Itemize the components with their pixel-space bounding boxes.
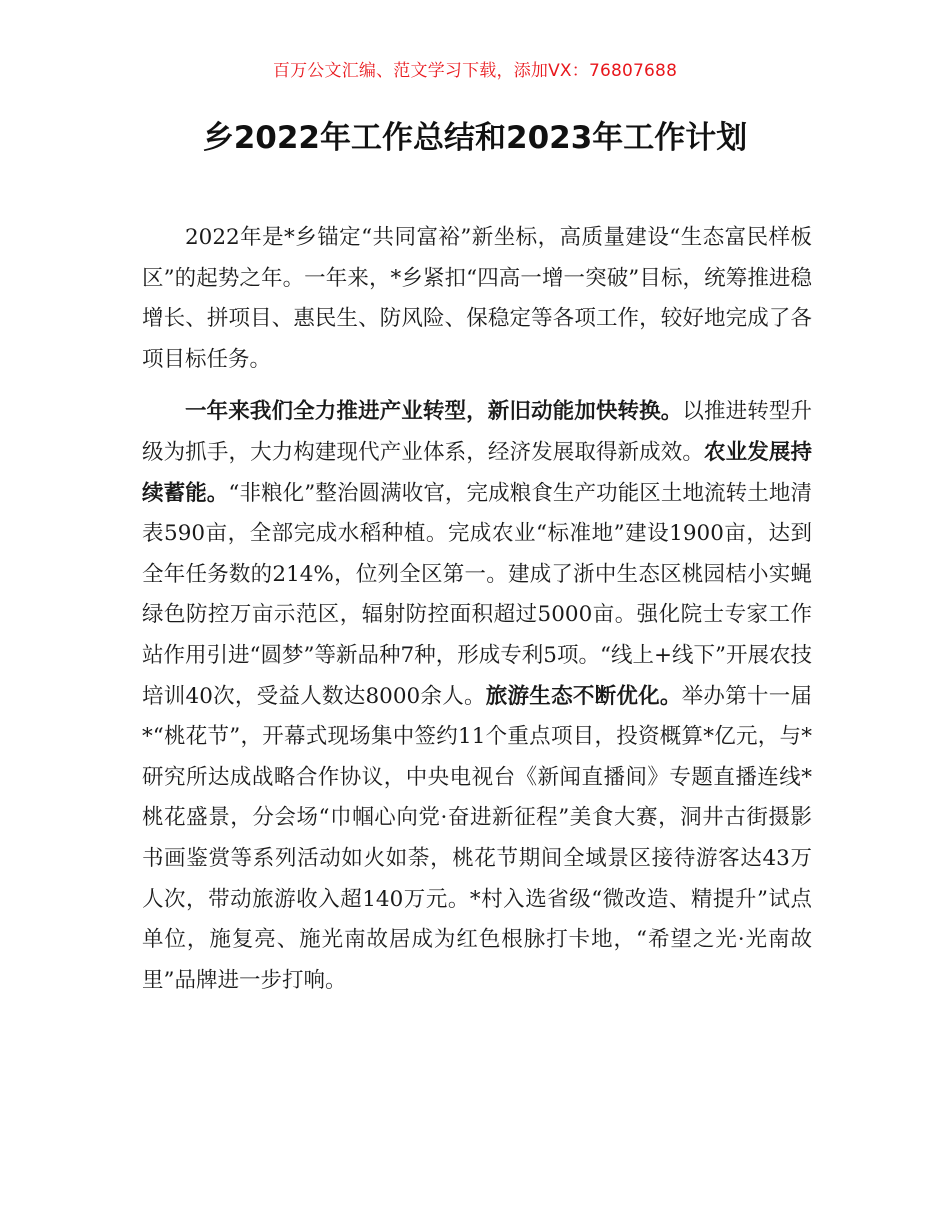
section1-heading: 一年来我们全力推进产业转型，新旧动能加快转换。	[185, 399, 683, 425]
page-title: 乡2022年工作总结和2023年工作计划	[202, 120, 748, 156]
section1-paragraph	[142, 392, 812, 1001]
document-body	[142, 218, 812, 1001]
tourism-heading: 旅游生态不断优化。	[485, 683, 682, 709]
tourism-text: 举办第十一届*“桃花节”，开幕式现场集中签约11个重点项目，投资概算*亿元，与*研究所达成战略合作协议，中央电视台《新闻直播间》专题直播连线*桃花盛景，分会场“巾帼心向党·奋进新征程”美食大赛，洞井古街摄影书画鉴赏等系列活动如火如荼，桃花节期间全域景区接待游客达43万人次，带动旅游收入超140万元。*村入选省级“微改造、精提升”试点单位，施复亮、施光南故居成为红色根脉打卡地，“希望之光·光南故里”品牌进一步打响。	[142, 683, 812, 993]
header-note: 百万公文汇编、范文学习下载，添加VX：76807688	[272, 61, 678, 81]
agriculture-text: “非粮化”整治圆满收官，完成粮食生产功能区土地流转土地清表590亩，全部完成水稻种植。完成农业“标准地”建设1900亩，达到全年任务数的214%，位列全区第一。建成了浙中生态区桃园桔小实蝇绿色防控万亩示范区，辐射防控面积超过5000亩。强化院士专家工作站作用引进“圆梦”等新品种7种，形成专利5项。“线上+线下”开展农技培训40次，受益人数达8000余人。	[142, 480, 812, 709]
intro-paragraph: 2022年是*乡锚定“共同富裕”新坐标，高质量建设“生态富民样板区”的起势之年。一年来，*乡紧扣“四高一增一突破”目标，统筹推进稳增长、拼项目、惠民生、防风险、保稳定等各项工作，较好地完成了各项目标任务。	[142, 225, 812, 372]
section1-text: 以推进转型升级为抓手，大力构建现代产业体系，经济发展取得新成效。	[142, 399, 812, 465]
agriculture-heading: 农业发展持续蓄能。	[142, 439, 812, 506]
